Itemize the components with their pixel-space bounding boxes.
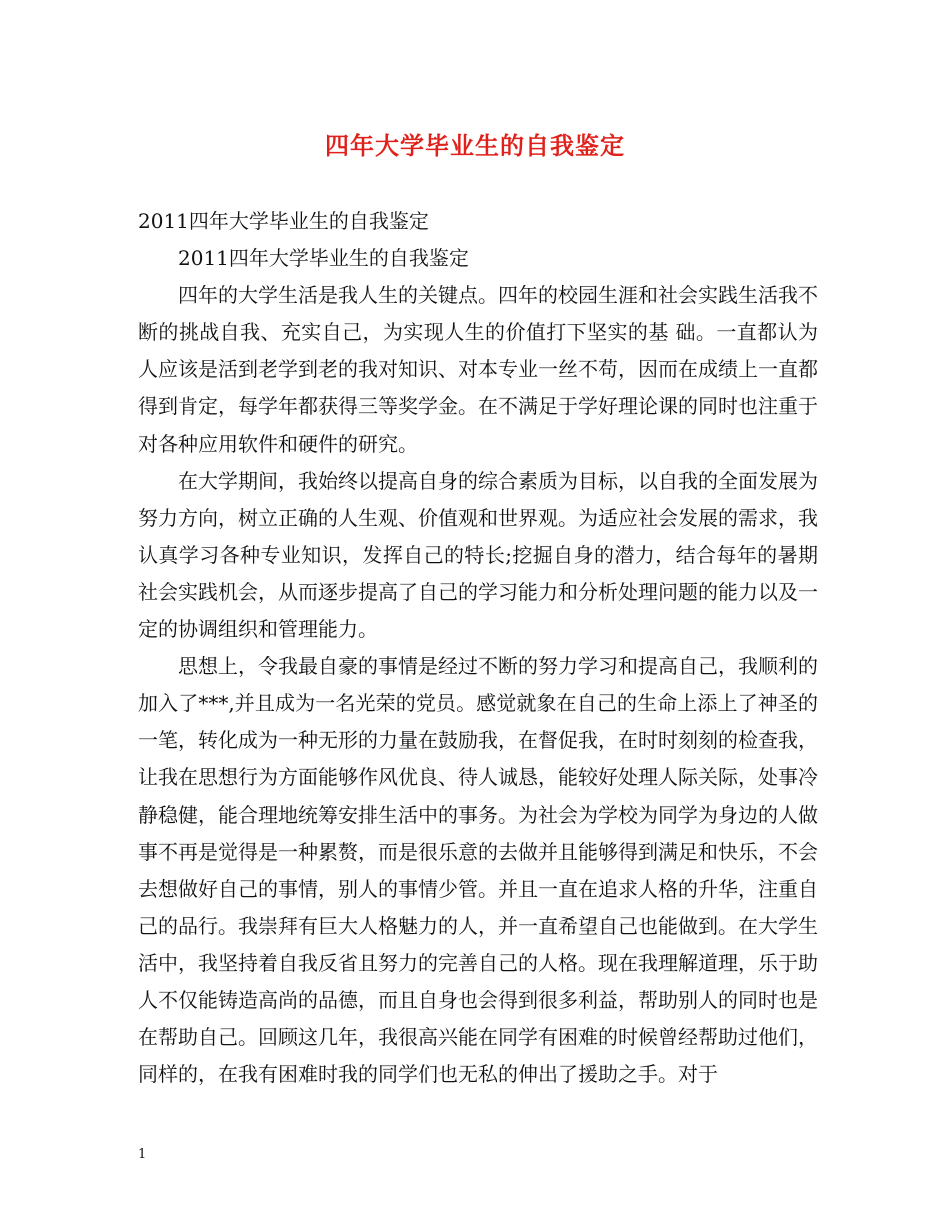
document-title: 四年大学毕业生的自我鉴定: [325, 131, 625, 160]
heading-line: 2011四年大学毕业生的自我鉴定: [138, 209, 429, 233]
subheading-line: 2011四年大学毕业生的自我鉴定: [178, 246, 469, 271]
body-paragraph: 四年的大学生活是我人生的关键点。四年的校园生涯和社会实践生活我不断的挑战自我、充实自己，为实现人生的价值打下坚实的基 础。一直都认为人应该是活到老学到老的我对知识、对本专业一丝不苟，因而在成绩上一直都得到肯定，每学年都获得三等奖学金。在不满足于学好理论课的同时也注重于对各种应用软件和硬件的研究。: [138, 283, 818, 456]
page-number: 1: [138, 1147, 147, 1162]
body-paragraph: 在大学期间，我始终以提高自身的综合素质为目标，以自我的全面发展为努力方向，树立正确的人生观、价值观和世界观。为适应社会发展的需求，我认真学习各种专业知识，发挥自己的特长;挖掘自身的潜力，结合每年的暑期社会实践机会，从而逐步提高了自己的学习能力和分析处理问题的能力以及一定的协调组织和管理能力。: [138, 468, 818, 642]
body-paragraph: 思想上，令我最自豪的事情是经过不断的努力学习和提高自己，我顺利的加入了***,并且成为一名光荣的党员。感觉就象在自己的生命上添上了神圣的一笔，转化成为一种无形的力量在鼓励我，在督促我，在时时刻刻的检查我，让我在思想行为方面能够作风优良、待人诚恳，能较好处理人际关际，处事冷静稳健，能合理地统筹安排生活中的事务。为社会为学校为同学为身边的人做事不再是觉得是一种累赘，而是很乐意的去做并且能够得到满足和快乐，不会去想做好自己的事情，别人的事情少管。并且一直在追求人格的升华，注重自己的品行。我崇拜有巨大人格魅力的人，并一直希望自己也能做到。在大学生活中，我坚持着自我反省且努力的完善自己的人格。现在我理解道理，乐于助人不仅能铸造高尚的品德，而且自身也会得到很多利益，帮助别人的同时也是在帮助自己。回顾这几年，我很高兴能在同学有困难的时候曾经帮助过他们，同样的，在我有困难时我的同学们也无私的伸出了援助之手。对于: [138, 654, 818, 1087]
document-body: [138, 203, 818, 1093]
